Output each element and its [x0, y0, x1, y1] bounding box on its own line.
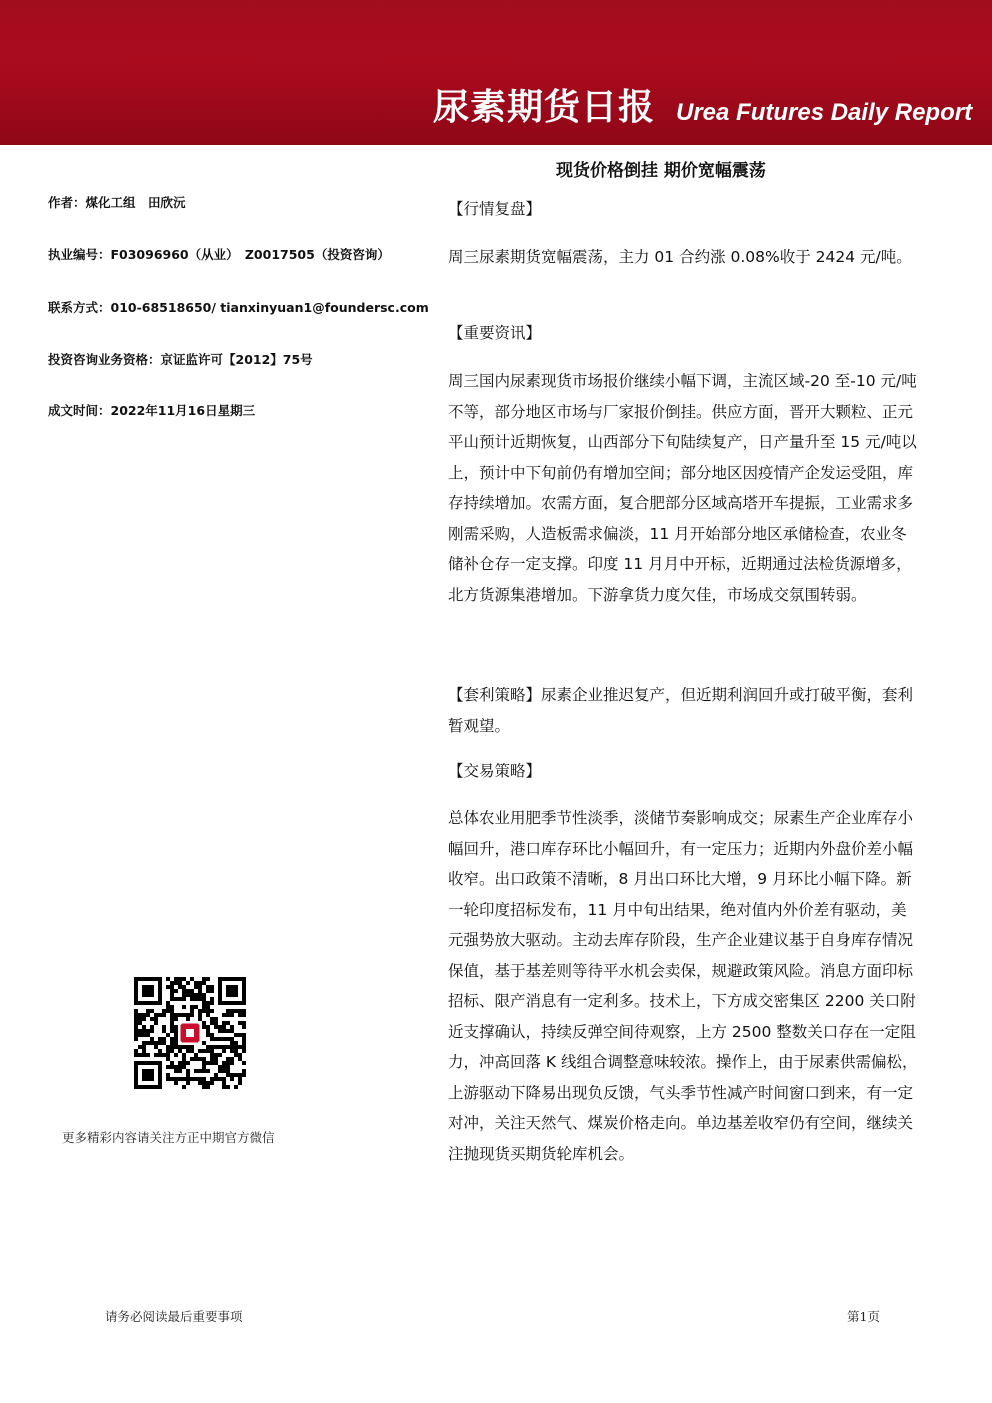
trade-body: 总体农业用肥季节性淡季，淡储节奏影响成交；尿素生产企业库存小幅回升，港口库存环比小幅回升，有一定压力；近期内外盘价差小幅收窄。出口政策不清晰，8 月出口环比大增，9 月环比小幅下降。新一轮印度招标发布，11 月中旬出结果，绝对值内外价差有驱动，美元强势放大驱动。主动去库存阶段，生产企业建议基于自身库存情况保值，基于基差则等待平水机会卖保，规避政策风险。消息方面印标招标、限产消息有一定利多。技术上，下方成交密集区 2200 关口附近支撑确认，持续反弹空间待观察，上方 2500 整数关口存在一定阻力，冲高回落 K 线组合调整意味较浓。操作上，由于尿素供需偏松，上游驱动下降易出现负反馈，气头季节性减产时间窗口到来，有一定对冲，关注天然气、煤炭价格走向。单边基差收窄仍有空间，继续关注抛现货买期货轮库机会。	[448, 809, 918, 1163]
banner-shade	[0, 0, 992, 60]
arbitrage-body: 尿素企业推迟复产，但近期利润回升或打破平衡，套利暂观望。	[448, 686, 914, 735]
report-title-cn: 尿素期货日报	[433, 87, 656, 128]
report-title-en: Urea Futures Daily Report	[676, 99, 973, 126]
qr-caption: 更多精彩内容请关注方正中期官方微信	[62, 1130, 275, 1145]
qr-code-image	[134, 977, 246, 1089]
contact-line: 联系方式：010-68518650/ tianxinyuan1@foundersc.com	[48, 300, 429, 315]
footer-notice: 请务必阅读最后重要事项	[105, 1309, 243, 1324]
footer-page-number: 第1页	[847, 1309, 880, 1324]
license-line: 执业编号：F03096960（从业） Z0017505（投资咨询）	[48, 247, 390, 262]
section-title-arbitrage: 【套利策略】	[448, 686, 542, 704]
date-line: 成文时间：2022年11月16日星期三	[48, 403, 256, 418]
section-title-trade: 【交易策略】	[448, 762, 542, 780]
arbitrage-paragraph	[448, 680, 918, 741]
header-banner	[0, 0, 992, 145]
section-title-news: 【重要资讯】	[448, 324, 542, 342]
qualification-line: 投资咨询业务资格：京证监许可【2012】75号	[48, 352, 313, 367]
report-headline: 现货价格倒挂 期价宽幅震荡	[556, 161, 766, 181]
news-body: 周三国内尿素现货市场报价继续小幅下调，主流区域-20 至-10 元/吨不等，部分地区市场与厂家报价倒挂。供应方面，晋开大颗粒、正元平山预计近期恢复，山西部分下旬陆续复产，日产量升至 15 元/吨以上，预计中下旬前仍有增加空间；部分地区因疫情产企发运受阻，库存持续增加。农需方面，复合肥部分区域高塔开车提振，工业需求多刚需采购，人造板需求偏淡，11 月开始部分地区承储检查，农业冬储补仓存一定支撑。印度 11 月月中开标，近期通过法检货源增多，北方货源集港增加。下游拿货力度欠佳，市场成交氛围转弱。	[448, 372, 917, 604]
section-title-market-review: 【行情复盘】	[448, 200, 542, 218]
market-review-body: 周三尿素期货宽幅震荡，主力 01 合约涨 0.08%收于 2424 元/吨。	[448, 248, 912, 266]
author-line: 作者：煤化工组 田欣沅	[48, 195, 186, 210]
